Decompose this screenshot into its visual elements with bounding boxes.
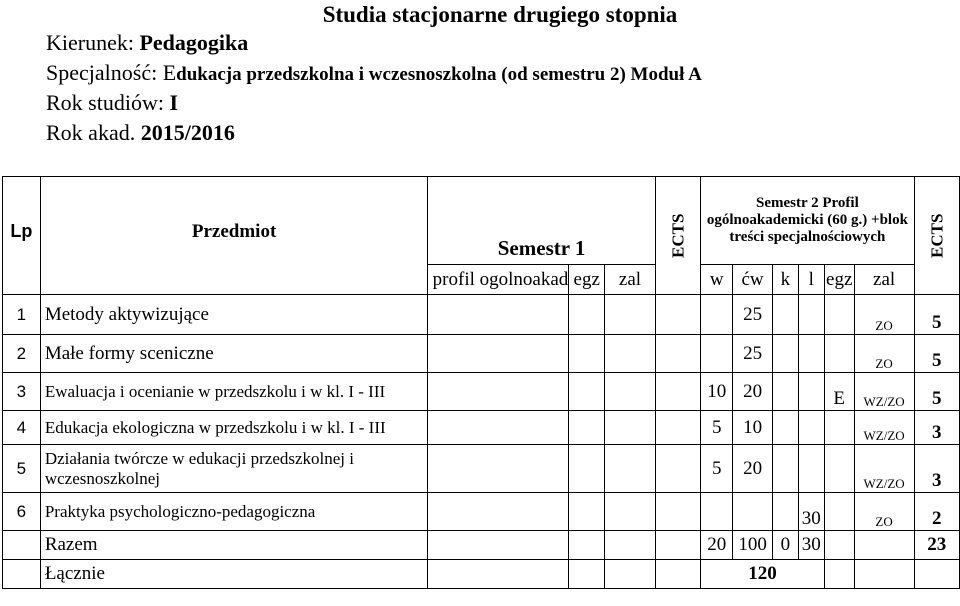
col-profil: profil ogolnoakad — [428, 265, 569, 295]
razem-k: 0 — [773, 531, 799, 560]
row-subject: Małe formy sceniczne — [40, 335, 428, 373]
rok-akad-value: 2015/2016 — [140, 120, 235, 145]
row-ects: 3 — [914, 411, 960, 445]
razem-ects: 23 — [914, 531, 960, 560]
col-egz-s1: egz — [569, 265, 605, 295]
lacznie-row — [3, 560, 960, 589]
table-row — [3, 295, 960, 335]
row-lp: 3 — [3, 373, 41, 411]
rok-studiow-label: Rok studiów: — [46, 90, 170, 115]
razem-label: Razem — [40, 531, 428, 560]
row-cw: 10 — [733, 411, 773, 445]
semester1-header: Semestr 1 — [428, 177, 656, 265]
row-lp: 1 — [3, 295, 41, 335]
col-w: w — [701, 265, 733, 295]
kierunek-line — [46, 30, 248, 56]
row-ects: 5 — [914, 335, 960, 373]
row-cw: 20 — [733, 445, 773, 493]
razem-w: 20 — [701, 531, 733, 560]
table-row — [3, 373, 960, 411]
row-lp: 2 — [3, 335, 41, 373]
row-cw: 20 — [733, 373, 773, 411]
row-w: 5 — [701, 445, 733, 493]
lp-header: Lp — [3, 177, 41, 295]
table-row — [3, 493, 960, 531]
col-k: k — [773, 265, 799, 295]
row-ects: 2 — [914, 493, 960, 531]
lacznie-value: 120 — [701, 560, 824, 589]
row-ects: 3 — [914, 445, 960, 493]
table-row — [3, 335, 960, 373]
row-ects: 5 — [914, 295, 960, 335]
row-zal: WZ/ZO — [854, 445, 914, 493]
row-cw: 25 — [733, 295, 773, 335]
table-row — [3, 445, 960, 493]
row-subject: Ewaluacja i ocenianie w przedszkolu i w kl. I - III — [40, 373, 428, 411]
row-lp: 6 — [3, 493, 41, 531]
razem-cw: 100 — [733, 531, 773, 560]
row-l: 30 — [798, 493, 824, 531]
col-zal-s2: zal — [854, 265, 914, 295]
document-title: Studia stacjonarne drugiego stopnia — [322, 2, 678, 27]
subject-header: Przedmiot — [40, 177, 428, 295]
row-zal: ZO — [854, 335, 914, 373]
row-subject: Działania twórcze w edukacji przedszkolnej i wczesnoszkolnej — [40, 445, 428, 493]
row-zal: ZO — [854, 295, 914, 335]
col-egz-s2: egz — [824, 265, 854, 295]
row-w: 10 — [701, 373, 733, 411]
specjalnosc-value: dukacja przedszkolna i wczesnoszkolna (od semestru 2) Moduł A — [176, 64, 702, 85]
curriculum-table — [2, 176, 960, 589]
table-row — [3, 411, 960, 445]
header-row — [3, 177, 960, 265]
row-subject: Edukacja ekologiczna w przedszkolu i w kl. I - III — [40, 411, 428, 445]
col-l: l — [798, 265, 824, 295]
row-subject: Metody aktywizujące — [40, 295, 428, 335]
row-ects: 5 — [914, 373, 960, 411]
kierunek-label: Kierunek: — [46, 30, 140, 55]
row-egz: E — [824, 373, 854, 411]
row-zal: ZO — [854, 493, 914, 531]
kierunek-value: Pedagogika — [139, 30, 249, 55]
rok-akad-line — [46, 120, 235, 146]
rok-studiow-line — [46, 90, 178, 116]
row-zal: WZ/ZO — [854, 373, 914, 411]
col-cw: ćw — [733, 265, 773, 295]
rok-studiow-value: I — [169, 90, 179, 115]
row-subject: Praktyka psychologiczno-pedagogiczna — [40, 493, 428, 531]
col-zal-s1: zal — [605, 265, 656, 295]
lacznie-label: Łącznie — [40, 560, 428, 589]
specjalnosc-label: Specjalność: E — [46, 60, 177, 85]
row-w: 5 — [701, 411, 733, 445]
rok-akad-label: Rok akad. — [46, 120, 141, 145]
specjalnosc-line — [46, 60, 702, 86]
semester2-header: Semestr 2 Profil ogólnoakademicki (60 g.) +blok treści specjalnościowych — [701, 177, 914, 265]
razem-row — [3, 531, 960, 560]
row-zal: WZ/ZO — [854, 411, 914, 445]
ects-header-sem2: ECTS — [914, 177, 960, 295]
row-cw: 25 — [733, 335, 773, 373]
row-lp: 4 — [3, 411, 41, 445]
ects-header-sem1: ECTS — [655, 177, 700, 295]
razem-l: 30 — [798, 531, 824, 560]
row-lp: 5 — [3, 445, 41, 493]
